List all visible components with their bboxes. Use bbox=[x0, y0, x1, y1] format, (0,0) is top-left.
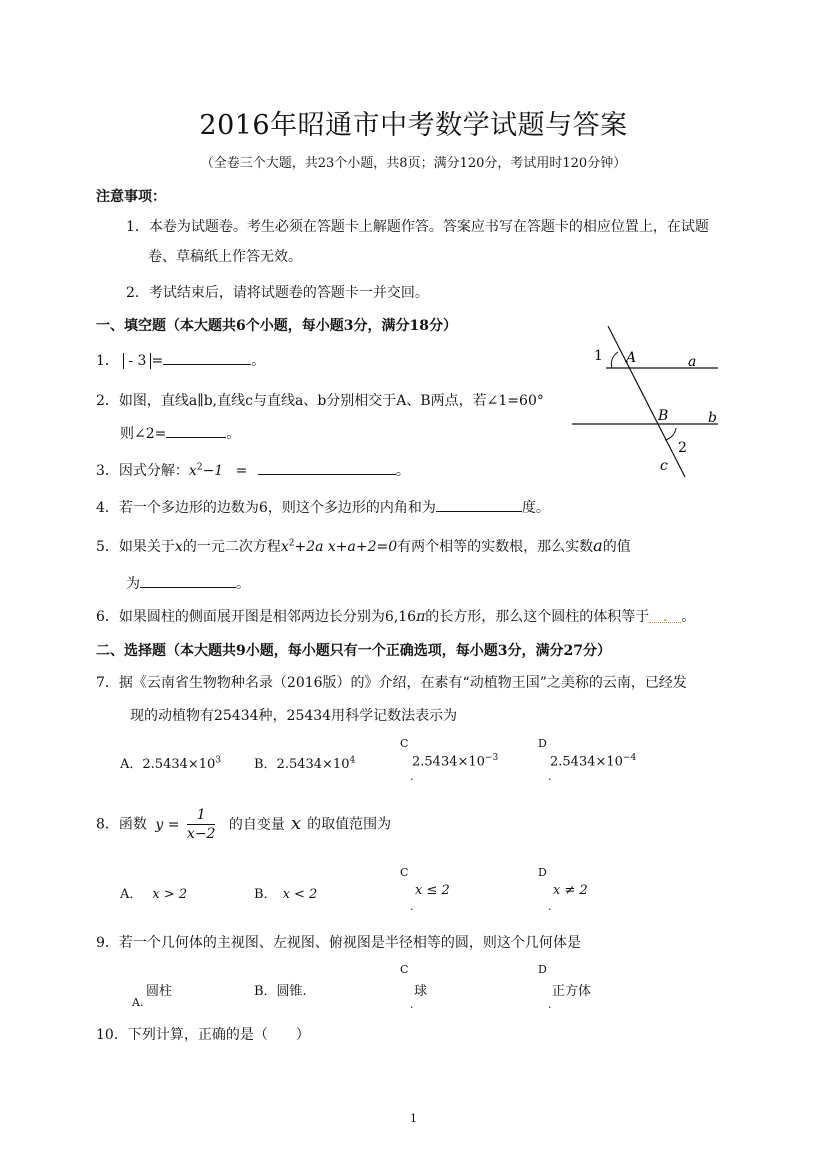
absolute-value: - 3 bbox=[123, 353, 151, 369]
section-2-heading: 二、选择题（本大题共9小题，每小题只有一个正确选项，每小题3分，满分27分） bbox=[96, 643, 611, 659]
answer-blank-6[interactable]: . bbox=[649, 609, 681, 623]
q7-option-d-letter: D bbox=[538, 737, 547, 750]
question-5-cont: 为 。 bbox=[126, 576, 250, 592]
question-2: 2．如图，直线a∥b,直线c与直线a、b分别相交于A、B两点，若∠1=60° bbox=[96, 393, 544, 409]
exam-info: （全卷三个大题，共23个小题，共8页；满分120分，考试用时120分钟） bbox=[200, 156, 627, 171]
line-c bbox=[608, 326, 685, 477]
question-6: 6．如果圆柱的侧面展开图是相邻两边长分别为6,16π的长方形，那么这个圆柱的体积等于 . 。 bbox=[96, 609, 696, 625]
notice-item-1-cont: 卷、草稿纸上作答无效。 bbox=[148, 249, 302, 265]
q8-option-d[interactable]: x ≠ 2 bbox=[553, 883, 588, 898]
angle-1-arc bbox=[611, 352, 618, 368]
question-7: 7．据《云南省生物物种名录（2016版）的》介绍，在素有“动植物王国”之美称的云南，已经发 bbox=[96, 675, 687, 691]
question-3: 3．因式分解：$x^2-1$ = 。 bbox=[96, 462, 410, 479]
label-1: 1 bbox=[594, 348, 603, 364]
notice-item-1: 1．本卷为试题卷。考生必须在答题卡上解题作答。答案应书写在答题卡的相应位置上，在试题 bbox=[126, 219, 709, 235]
answer-blank-2[interactable] bbox=[166, 424, 226, 438]
label-A: A bbox=[626, 350, 637, 366]
q7-option-c-letter: C bbox=[400, 737, 409, 750]
parallel-lines-figure bbox=[568, 322, 728, 482]
question-9: 9．若一个几何体的主视图、左视图、俯视图是半径相等的圆，则这个几何体是 bbox=[96, 935, 581, 951]
notice-heading: 注意事项： bbox=[96, 189, 166, 205]
question-2-cont: 则∠2= 。 bbox=[120, 426, 241, 442]
q7-option-a[interactable]: A．$2.5434\times 10^3$ bbox=[120, 755, 222, 772]
label-B: B bbox=[658, 408, 669, 424]
page-title: 2016年昭通市中考数学试题与答案 bbox=[199, 110, 628, 141]
q9-option-c[interactable]: 球 bbox=[414, 984, 428, 999]
fraction: $\frac{1}{x-2}$ bbox=[186, 807, 216, 842]
question-5: 5．如果关于x的一元二次方程$x^2+2a$ x+a+2=0有两个相等的实数根，那么实数a的值 bbox=[96, 536, 631, 555]
q9-option-a[interactable]: 圆柱 bbox=[146, 984, 173, 999]
question-7-cont: 现的动植物有25434种，25434用科学记数法表示为 bbox=[130, 708, 458, 724]
question-1: 1． - 3 = 。 bbox=[96, 353, 266, 369]
section-1-heading: 一、填空题（本大题共6个小题，每小题3分，满分18分） bbox=[96, 318, 457, 334]
q9-option-d[interactable]: 正方体 bbox=[552, 984, 592, 999]
label-2: 2 bbox=[678, 440, 687, 456]
answer-blank-5[interactable] bbox=[140, 574, 236, 588]
q7-option-c[interactable]: $2.5434\times 10^{-3}$ bbox=[412, 753, 499, 770]
question-8: 8．函数 y = $\frac{1}{x-2}$ 的自变量 x 的取值范围为 bbox=[96, 807, 392, 842]
q7-option-d[interactable]: $2.5434\times 10^{-4}$ bbox=[550, 753, 637, 770]
label-b: b bbox=[708, 410, 717, 426]
angle-2-arc bbox=[665, 428, 676, 440]
answer-blank-1[interactable] bbox=[163, 351, 251, 365]
page-number: 1 bbox=[410, 1112, 417, 1125]
answer-blank-4[interactable] bbox=[436, 498, 522, 512]
label-c: c bbox=[660, 458, 668, 474]
notice-item-2: 2．考试结束后，请将试题卷的答题卡一并交回。 bbox=[126, 285, 429, 301]
q9-option-b[interactable]: B．圆锥. bbox=[254, 984, 307, 999]
q7-option-b[interactable]: B．$2.5434\times 10^4$ bbox=[254, 755, 356, 772]
q8-option-b[interactable]: B． x < 2 bbox=[254, 887, 318, 902]
q8-option-c[interactable]: x ≤ 2 bbox=[415, 883, 450, 898]
q8-option-a[interactable]: A． x > 2 bbox=[120, 887, 188, 902]
question-4: 4．若一个多边形的边数为6，则这个多边形的内角和为 度。 bbox=[96, 500, 550, 516]
question-10: 10．下列计算，正确的是（ ） bbox=[96, 1027, 310, 1043]
answer-blank-3[interactable] bbox=[258, 461, 396, 475]
label-a: a bbox=[688, 354, 697, 370]
